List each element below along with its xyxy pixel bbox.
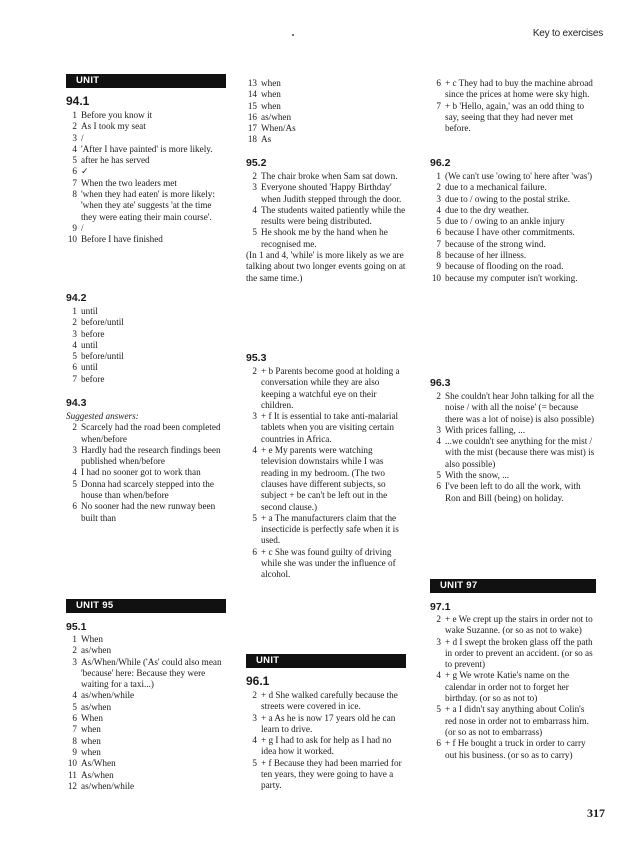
list-item: 6 When: [72, 713, 103, 724]
list-item: 5 Donna had scarcely stepped into the house than when/before: [72, 478, 214, 501]
list-item: 3 + f It is essential to take anti-malarial tablets when you are visiting certain countries in Africa.: [252, 411, 399, 444]
list-item: 1 When: [72, 634, 103, 644]
list-item: 15 when: [247, 100, 281, 111]
list-item: 2 She couldn't hear John talking for all the noise / with all the noise' (= because there was a lot of noise) is also possible): [436, 391, 595, 424]
list-item: 1 Before you know it: [72, 110, 153, 120]
list-item: 8 when: [72, 735, 101, 746]
list-item: 5 + a I didn't say anything about Colin's red nose in order not to embarrass him. (or so as not to embarrass): [436, 704, 589, 737]
list-item: 6 + c They had to buy the machine abroad since the prices at home were sky high.: [436, 78, 593, 100]
list-item: 3 due to / owing to the postal strike.: [436, 193, 571, 204]
list-item: 11 As/when: [68, 769, 114, 780]
list-item: 17 When/As: [247, 123, 296, 134]
list-item: 2 + e We crept up the stairs in order not to wake Suzanne. (or so as not to wake): [436, 614, 593, 636]
unit-96-bar: UNIT: [246, 654, 406, 668]
section-95-1-continued: [246, 78, 406, 146]
list-item: 2 Scarcely had the road been completed when/before: [72, 422, 221, 444]
list-item: 3 + a As he is now 17 years old he can learn to drive.: [252, 712, 396, 734]
list-item: 3 Everyone shouted 'Happy Birthday' when Judith stepped through the door.: [252, 182, 402, 204]
list-item: 3 Hardly had the research findings been published when/before: [72, 444, 221, 467]
section-95-2-list: [246, 171, 406, 284]
unit-95-bar: UNIT 95: [66, 599, 226, 613]
list-item: 7 When the two leaders met: [72, 177, 177, 188]
list-item: 6 I've been left to do all the work, with Ron and Bill (being) on holiday.: [436, 481, 581, 503]
list-item: 10 As/When: [67, 758, 116, 769]
list-item: 4 until: [72, 339, 98, 350]
list-item: 6 until: [72, 362, 98, 373]
section-95-2-note: (In 1 and 4, 'while' is more likely as we are talking about two longer events going on at the same time.): [246, 250, 406, 283]
list-item: 16 as/when: [247, 111, 292, 122]
page-number: 317: [587, 806, 605, 820]
list-item: 4 + g We wrote Katie's name on the calendar in order not to forget her birthday. (or so as not to): [436, 670, 570, 704]
list-item: 2 before/until: [72, 317, 124, 328]
section-96-2-list: [430, 171, 596, 284]
list-item: 3 With prices falling, ...: [436, 424, 525, 435]
section-96-1-list: [246, 690, 406, 792]
section-95-1-list: [66, 634, 226, 792]
unit-97-bar: UNIT 97: [430, 579, 596, 593]
section-96-1-continued: [430, 78, 596, 134]
list-item: 9 because of flooding on the road.: [436, 261, 564, 272]
list-item: 12 as/when/while: [67, 780, 135, 791]
list-item: 2 + b Parents become good at holding a conversation while they are also keeping a watchful eye on their children.: [252, 366, 400, 410]
list-item: 4 due to the dry weather.: [436, 204, 529, 215]
list-item: 3 before: [72, 328, 105, 339]
section-94-2-list: [66, 306, 226, 385]
list-item: 1 (We can't use 'owing to' here after 'was'): [436, 171, 593, 181]
list-item: 6 + c She was found guilty of driving while she was under the influence of alcohol.: [252, 546, 396, 580]
list-item: 5 He shook me by the hand when he recognised me.: [252, 227, 388, 249]
section-97-1-title: 97.1: [430, 601, 451, 613]
list-item: 8 'when they had eaten' is more likely: 'when they ate' suggests 'at the time they were eating their main course'.: [72, 189, 215, 222]
list-item: 5 With the snow, ...: [436, 470, 510, 481]
section-96-1-title: 96.1: [246, 674, 270, 688]
list-item: 4 + g I had to ask for help as I had no idea how it worked.: [252, 735, 392, 757]
stray-dot: [292, 34, 294, 36]
list-item: 4 The students waited patiently while the results were being distributed.: [252, 204, 406, 227]
list-item: 7 before: [72, 373, 105, 384]
list-item: 5 after he has served: [72, 155, 150, 166]
list-item: 3 /: [72, 132, 84, 143]
list-item: 3 As/When/While ('As' could also mean 'because' here: Because they were waiting for a taxi...): [72, 656, 222, 690]
unit-94-bar: UNIT: [66, 74, 226, 88]
section-94-3-title: 94.3: [66, 397, 87, 409]
list-item: 6 No sooner had the new runway been built than: [72, 501, 216, 523]
list-item: 2 The chair broke when Sam sat down.: [252, 171, 398, 181]
section-96-3-list: [430, 391, 596, 504]
section-96-3-title: 96.3: [430, 377, 451, 389]
list-item: 2 + d She walked carefully because the streets were covered in ice.: [252, 690, 398, 712]
list-item: 7 when: [72, 724, 101, 735]
section-94-2-title: 94.2: [66, 292, 87, 304]
section-96-2-title: 96.2: [430, 157, 451, 169]
list-item: 8 because of her illness.: [436, 250, 527, 261]
list-item: 13 when: [247, 78, 281, 88]
section-94-1-list: [66, 110, 226, 246]
list-item: 4 'After I have painted' is more likely.: [72, 143, 213, 154]
list-item: 10 Before I have finished: [67, 234, 163, 245]
list-item: 5 as/when: [72, 701, 112, 712]
section-95-1-title: 95.1: [66, 621, 87, 633]
list-item: 4 I had no sooner got to work than: [72, 467, 201, 478]
list-item: 5 due to / owing to an ankle injury: [436, 216, 565, 227]
list-item: 6 ✓: [72, 166, 89, 177]
section-94-1-title: 94.1: [66, 94, 90, 108]
section-95-3-list: [246, 366, 406, 581]
list-item: 6 + f He bought a truck in order to carry out his business. (or so as to carry): [436, 738, 586, 760]
section-94-3-subtitle: Suggested answers:: [66, 411, 139, 421]
list-item: 2 As I took my seat: [72, 121, 146, 132]
section-95-3-title: 95.3: [246, 352, 267, 364]
list-item: 9 /: [72, 222, 84, 233]
list-item: 14 when: [247, 89, 281, 100]
list-item: 1 until: [72, 306, 98, 316]
section-97-1-list: [430, 614, 596, 761]
list-item: 2 as/when: [72, 645, 112, 656]
list-item: 7 because of the strong wind.: [436, 238, 546, 249]
list-item: 10 because my computer isn't working.: [431, 272, 578, 283]
list-item: 5 + f Because they had been married for ten years, they were going to have a party.: [252, 757, 402, 791]
list-item: 9 when: [72, 746, 101, 757]
list-item: 5 before/until: [72, 351, 124, 362]
list-item: 5 + a The manufacturers claim that the insecticide is perfectly safe when it is used.: [252, 512, 399, 546]
section-95-2-title: 95.2: [246, 157, 267, 169]
list-item: 2 due to a mechanical failure.: [436, 182, 547, 193]
list-item: 3 + d I swept the broken glass off the path in order to prevent an accident. (or so as to prevent): [436, 636, 593, 670]
header-title: Key to exercises: [532, 28, 603, 39]
list-item: 7 + b 'Hello, again,' was an odd thing to say, seeing that they had never met before.: [436, 100, 585, 134]
section-94-3-list: [66, 411, 226, 524]
list-item: 6 because I have other commitments.: [436, 227, 575, 238]
list-item: 4 as/when/while: [72, 690, 135, 701]
list-item: 18 As: [247, 134, 272, 145]
list-item: 4 ...we couldn't see anything for the mist / with the mist (because there was mist) is also possible): [436, 436, 595, 469]
list-item: 4 + e My parents were watching television downstairs while I was reading in my bedroom. (The two clauses have different subjects, so subject + be can't be left out in the second clause.): [252, 445, 388, 512]
